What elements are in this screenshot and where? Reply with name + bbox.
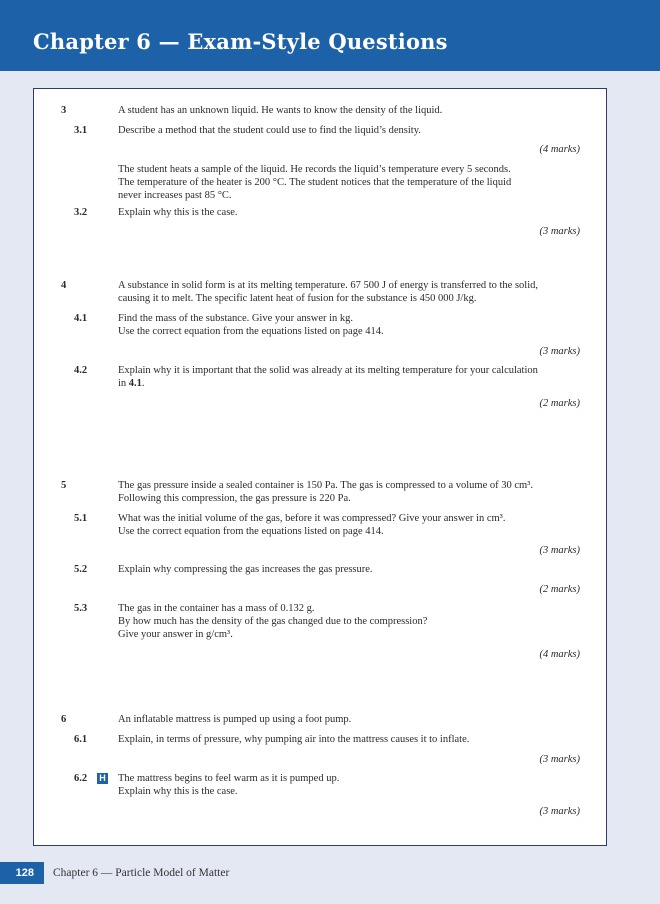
part-text: Explain why compressing the gas increases the gas pressure. — [118, 564, 373, 575]
question-text: The student heats a sample of the liquid. He records the liquid’s temperature every 5 seconds. — [118, 164, 511, 175]
question-number: 3 — [61, 105, 67, 116]
chapter-header-banner — [0, 0, 660, 71]
part-text: Use the correct equation from the equations listed on page 414. — [118, 326, 384, 337]
question-number: 5 — [61, 480, 67, 491]
marks-label: (3 marks) — [539, 754, 580, 765]
marks-label: (2 marks) — [539, 398, 580, 409]
part-text: Explain, in terms of pressure, why pumping air into the mattress causes it to inflate. — [118, 734, 470, 745]
question-number: 4 — [61, 280, 67, 291]
part-text: Find the mass of the substance. Give your answer in kg. — [118, 313, 354, 324]
part-text: What was the initial volume of the gas, before it was compressed? Give your answer in cm³. — [118, 513, 506, 524]
part-text: Use the correct equation from the equations listed on page 414. — [118, 526, 384, 537]
part-text: in 4.1. — [118, 378, 145, 389]
question-text: The temperature of the heater is 200 °C. The student notices that the temperature of the liquid — [118, 177, 512, 188]
part-text: Explain why this is the case. — [118, 207, 238, 218]
part-number: 6.1 — [74, 734, 88, 745]
marks-label: (2 marks) — [539, 584, 580, 595]
question-text: An inflatable mattress is pumped up using a foot pump. — [118, 714, 352, 725]
part-number: 3.2 — [74, 207, 88, 218]
part-text: The mattress begins to feel warm as it is pumped up. — [118, 773, 340, 784]
page-number-tab — [0, 862, 44, 884]
part-number: 5.2 — [74, 564, 88, 575]
part-number: 4.1 — [74, 313, 88, 324]
part-text: The gas in the container has a mass of 0.132 g. — [118, 603, 315, 614]
question-number: 6 — [61, 714, 67, 725]
question-text: A student has an unknown liquid. He wants to know the density of the liquid. — [118, 105, 443, 116]
part-number: 3.1 — [74, 125, 88, 136]
marks-label: (3 marks) — [539, 545, 580, 556]
part-text: Describe a method that the student could use to find the liquid’s density. — [118, 125, 421, 136]
part-reference: 4.1 — [128, 378, 142, 389]
part-text: By how much has the density of the gas changed due to the compression? — [118, 616, 428, 627]
marks-label: (3 marks) — [539, 226, 580, 237]
part-number: 5.3 — [74, 603, 88, 614]
question-text: never increases past 85 °C. — [118, 190, 232, 201]
question-text: causing it to melt. The specific latent heat of fusion for the substance is 450 000 J/kg. — [118, 293, 477, 304]
part-text: Explain why this is the case. — [118, 786, 238, 797]
question-text: A substance in solid form is at its melting temperature. 67 500 J of energy is transferred to the solid, — [118, 280, 539, 291]
page-title: Chapter 6 — Exam-Style Questions — [33, 29, 448, 54]
question-text: Following this compression, the gas pressure is 220 Pa. — [118, 493, 351, 504]
part-text: Give your answer in g/cm³. — [118, 629, 233, 640]
marks-label: (4 marks) — [539, 649, 580, 660]
part-number: 6.2 — [74, 773, 88, 784]
part-number: 5.1 — [74, 513, 88, 524]
page-number: 128 — [15, 867, 34, 879]
footer-chapter-title: Chapter 6 — Particle Model of Matter — [53, 867, 230, 879]
question-text: The gas pressure inside a sealed container is 150 Pa. The gas is compressed to a volume of 30 cm³. — [118, 480, 533, 491]
part-text: Explain why it is important that the solid was already at its melting temperature for your calculation — [118, 365, 538, 376]
marks-label: (3 marks) — [539, 346, 580, 357]
part-number: 4.2 — [74, 365, 88, 376]
marks-label: (4 marks) — [539, 144, 580, 155]
higher-tier-badge: H — [97, 773, 108, 784]
questions-box — [33, 88, 607, 846]
marks-label: (3 marks) — [539, 806, 580, 817]
